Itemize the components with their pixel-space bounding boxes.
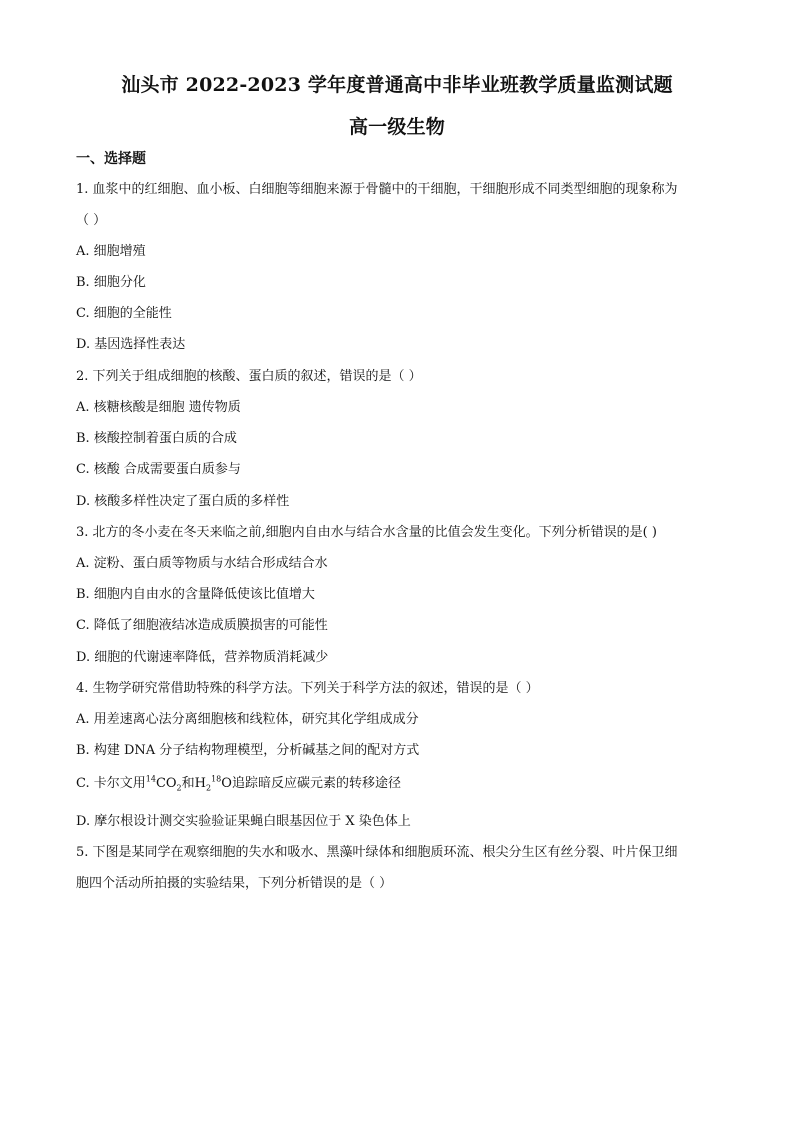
- option-c-suffix: 追踪暗反应碳元素的转移途径: [231, 776, 401, 791]
- question-3-option-b: B. 细胞内自由水的含量降低使该比值增大: [76, 587, 315, 602]
- question-2-option-a: A. 核糖核酸是细胞 遗传物质: [76, 400, 241, 415]
- question-5-stem-line-2: 胞四个活动所拍摄的实验结果，下列分析错误的是（ ）: [76, 876, 393, 891]
- question-3-option-c: C. 降低了细胞液结冰造成质膜损害的可能性: [76, 618, 328, 633]
- question-5-stem-line-1: 5. 下图是某同学在观察细胞的失水和吸水、黑藻叶绿体和细胞质环流、根尖分生区有丝分裂、叶片保卫细: [76, 845, 678, 860]
- question-4-option-b: B. 构建 DNA 分子结构物理模型，分析碱基之间的配对方式: [76, 743, 420, 758]
- h2o-subscript: 2: [206, 783, 212, 793]
- h2o-formula-o: O: [221, 776, 232, 791]
- question-2-option-c: C. 核酸 合成需要蛋白质参与: [76, 462, 241, 477]
- question-4-stem: 4. 生物学研究常借助特殊的科学方法。下列关于科学方法的叙述，错误的是（ ）: [76, 681, 539, 696]
- question-4-option-d: D. 摩尔根设计测交实验验证果蝇白眼基因位于 X 染色体上: [76, 814, 411, 829]
- question-1-option-d: D. 基因选择性表达: [76, 337, 186, 352]
- question-3-stem: 3. 北方的冬小麦在冬天来临之前,细胞内自由水与结合水含量的比值会发生变化。下列分析错误的是( ): [76, 525, 657, 540]
- question-3-option-d: D. 细胞的代谢速率降低，营养物质消耗减少: [76, 650, 329, 665]
- question-4-option-c: [76, 772, 401, 791]
- question-2-option-b: B. 核酸控制着蛋白质的合成: [76, 431, 237, 446]
- question-1-stem-line-1: 1. 血浆中的红细胞、血小板、白细胞等细胞来源于骨髓中的干细胞，干细胞形成不同类型细胞的现象称为: [76, 182, 678, 197]
- question-2-stem: 2. 下列关于组成细胞的核酸、蛋白质的叙述，错误的是（ ）: [76, 369, 422, 384]
- oxygen-isotope-mass: 18: [211, 774, 222, 784]
- co2-subscript: 2: [176, 783, 182, 793]
- co2-formula: CO: [155, 776, 177, 791]
- question-2-option-d: D. 核酸多样性决定了蛋白质的多样性: [76, 494, 290, 509]
- exam-title: 汕头市 2022-2023 学年度普通高中非毕业班教学质量监测试题: [121, 74, 673, 96]
- carbon-isotope-mass: 14: [145, 774, 156, 784]
- h2o-formula-h: H: [194, 776, 206, 791]
- question-1-option-c: C. 细胞的全能性: [76, 306, 172, 321]
- question-3-option-a: A. 淀粉、蛋白质等物质与水结合形成结合水: [76, 556, 328, 571]
- question-1-stem-line-2: （ ）: [76, 213, 107, 228]
- question-4-option-a: A. 用差速离心法分离细胞核和线粒体，研究其化学组成成分: [76, 712, 419, 727]
- section-heading: 一、选择题: [76, 151, 146, 167]
- option-c-joiner: 和: [181, 776, 195, 791]
- question-1-option-a: A. 细胞增殖: [76, 244, 146, 259]
- exam-subtitle: 高一级生物: [348, 116, 445, 138]
- question-1-option-b: B. 细胞分化: [76, 275, 146, 290]
- option-c-prefix: C. 卡尔文用: [76, 776, 146, 791]
